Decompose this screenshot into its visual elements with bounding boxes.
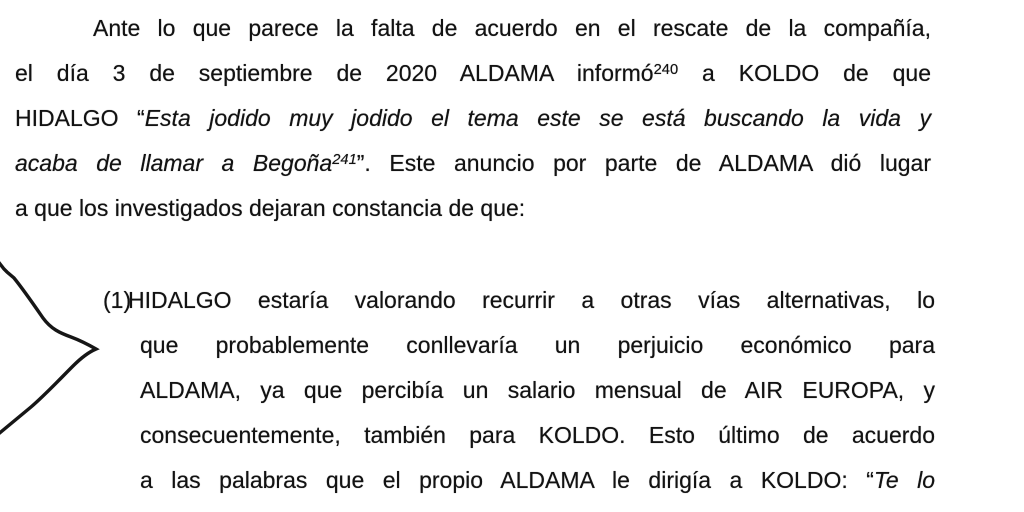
intro-paragraph-line-4 [15, 141, 931, 186]
intro-paragraph-line-2 [15, 51, 931, 96]
list-item-1-line-5 [140, 458, 935, 503]
text-segment: Esta jodido muy jodido el tema este se está buscando la vida y [144, 105, 931, 131]
list-item-1-line-3 [140, 368, 935, 413]
intro-paragraph-line-5 [15, 186, 931, 231]
text-segment: HIDALGO “ [15, 105, 145, 131]
text-segment: el día 3 de septiembre de 2020 ALDAMA informó [15, 60, 654, 86]
footnote-reference: 240 [653, 62, 679, 79]
footnote-reference: 241 [332, 152, 357, 169]
list-item-marker: (1) [103, 287, 132, 313]
list-item-1-line-2 [140, 323, 935, 368]
text-segment: ALDAMA, ya que percibía un salario mensual de AIR EUROPA, y [140, 377, 935, 403]
brace-stroke [0, 260, 96, 436]
text-segment: Ante lo que parece la falta de acuerdo en el rescate de la compañía, [93, 15, 931, 41]
list-item-1-line-4 [140, 413, 935, 458]
intro-paragraph-line-3 [15, 96, 931, 141]
text-segment: ”. Este anuncio por parte de ALDAMA dió lugar [356, 150, 931, 176]
text-segment: a que los investigados dejaran constancia de que: [15, 195, 526, 221]
text-segment: HIDALGO estaría valorando recurrir a otras vías alternativas, lo [128, 287, 935, 313]
list-item-1-line-1 [128, 278, 935, 323]
text-segment: que probablemente conllevaría un perjuicio económico para [140, 332, 935, 358]
text-segment: a las palabras que el propio ALDAMA le dirigía a KOLDO: “ [140, 467, 874, 493]
text-segment: acaba de llamar a Begoña [15, 150, 333, 176]
intro-paragraph [15, 6, 931, 231]
list-item-1-body [128, 278, 936, 503]
intro-paragraph-line-1 [15, 6, 931, 51]
text-segment: a KOLDO de que [678, 60, 931, 86]
text-segment: Te lo [873, 467, 936, 493]
handwritten-brace-mark [0, 248, 106, 448]
text-segment: consecuentemente, también para KOLDO. Esto último de acuerdo [140, 422, 935, 448]
